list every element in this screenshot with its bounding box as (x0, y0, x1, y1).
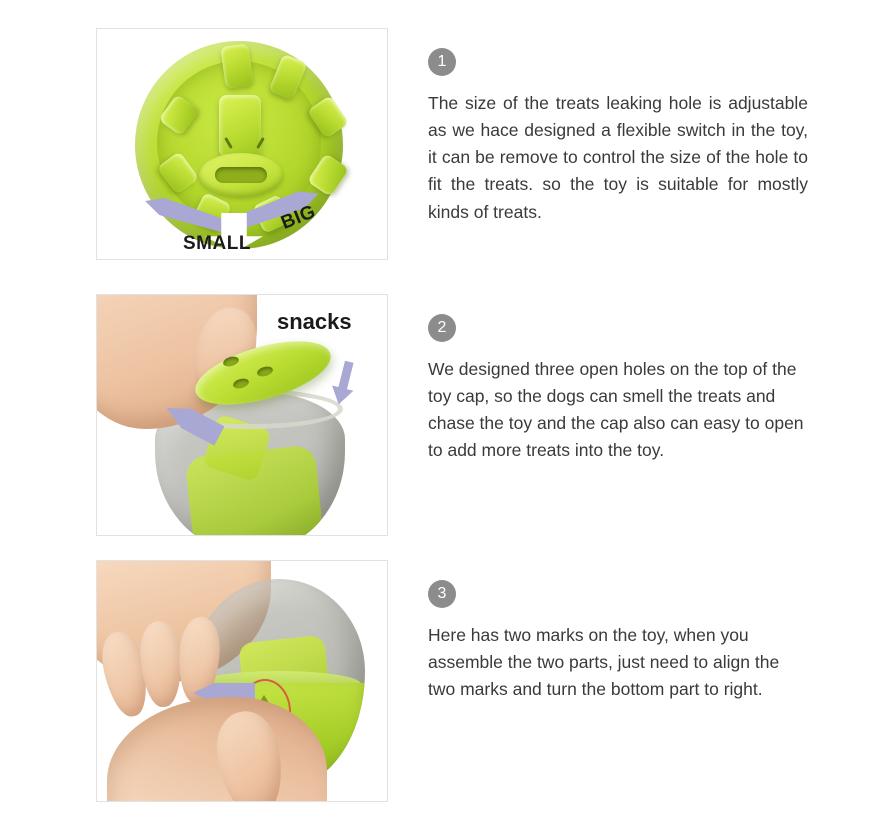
step-1-text-column (428, 28, 808, 226)
feature-row-1 (0, 28, 869, 278)
treat-leaking-hole (215, 167, 267, 183)
figure-cap-open-snacks (96, 294, 388, 536)
step-description-3: Here has two marks on the toy, when you assemble the two parts, just need to align the two marks and turn the bottom part to right. (428, 625, 780, 700)
feature-row-3 (0, 560, 869, 810)
step-2-text-column (428, 294, 808, 465)
label-small: SMALL (183, 233, 251, 254)
toy-top-view-illustration (97, 29, 387, 259)
label-big: BIG (278, 201, 319, 234)
step-3-text-column (428, 560, 808, 703)
figure-align-marks-assembly (96, 560, 388, 802)
step-description-1: The size of the treats leaking hole is adjustable as we hace designed a flexible switch in the toy, it can be remove to control the size of the hole to fit the treats. so the toy is suitable for mostly kinds of treats. (428, 93, 808, 222)
feature-row-2 (0, 294, 869, 544)
toy-nub (220, 43, 254, 88)
figure-adjustable-hole-top-view (96, 28, 388, 260)
toy-center-block (219, 95, 261, 157)
step-badge-2: 2 (428, 314, 456, 342)
cap-open-illustration (97, 295, 387, 535)
label-snacks: snacks (277, 309, 352, 334)
assembly-illustration (97, 561, 387, 801)
step-description-2: We designed three open holes on the top of the toy cap, so the dogs can smell the treats and chase the toy and the cap also can easy to open to add more treats into the toy. (428, 359, 804, 461)
step-badge-1: 1 (428, 48, 456, 76)
step-badge-3: 3 (428, 580, 456, 608)
